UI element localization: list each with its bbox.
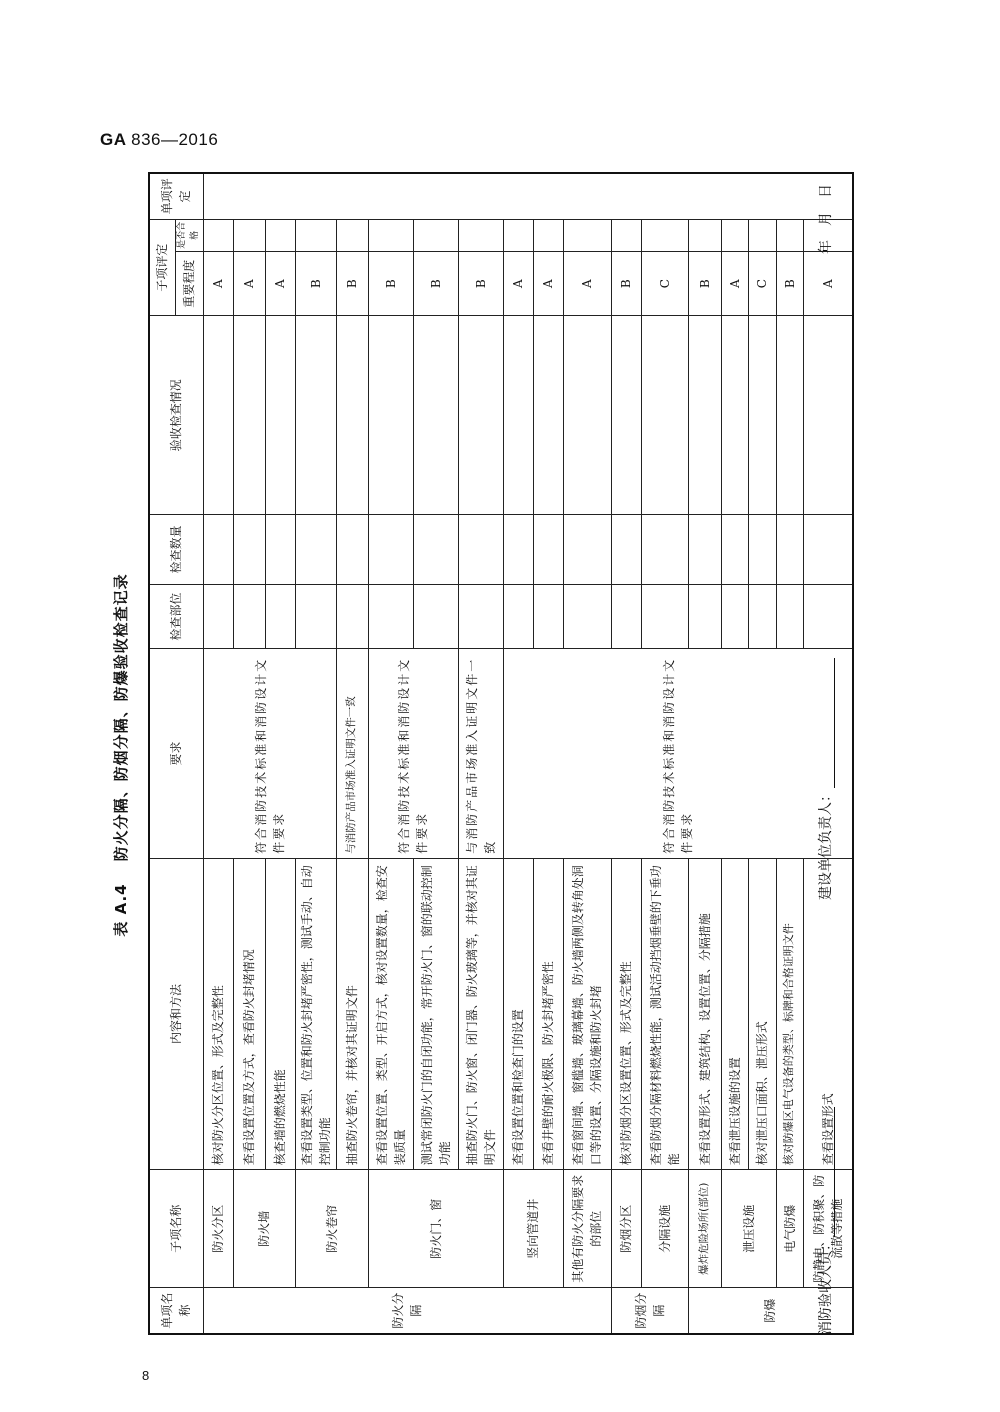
group-name: 防爆 [688,1288,853,1334]
inspector-signature [815,1107,835,1335]
importance-cell: B [368,251,413,315]
owner-signature [815,658,835,900]
inspector-label: 消防验收人员： [818,1237,834,1335]
col-importance: 重要程度 [175,251,203,315]
qualified-cell[interactable] [265,219,295,251]
sub-name: 电气防爆 [776,1170,803,1288]
check-quantity-cell[interactable] [233,515,265,585]
check-location-cell[interactable] [641,584,688,648]
importance-cell: A [203,251,233,315]
check-quantity-cell[interactable] [563,515,611,585]
acceptance-status-cell[interactable] [503,316,533,515]
qualified-cell[interactable] [413,219,458,251]
requirement-cell: 符合消防技术标准和消防设计文件要求 [503,649,853,858]
method-cell: 查看设置位置、类型、开启方式，核对设置数量，检查安装质量 [368,858,413,1169]
date-year: 年 [818,226,834,254]
acceptance-status-cell[interactable] [611,316,641,515]
method-cell: 抽查防火门、防火窗、闭门器、防火玻璃等，并核对其证明文件 [458,858,503,1169]
requirement-cell: 与消防产品市场准入证明文件一致 [458,649,503,858]
col-requirement: 要求 [149,649,203,858]
check-quantity-cell[interactable] [413,515,458,585]
method-cell: 核对防烟分区设置位置、形式及完整性 [611,858,641,1169]
method-cell: 测试常闭防火门的自闭功能，常开防火门、窗的联动控制功能 [413,858,458,1169]
acceptance-status-cell[interactable] [336,316,368,515]
check-quantity-cell[interactable] [368,515,413,585]
sub-name: 防火门、窗 [368,1170,503,1288]
sub-name: 防火墙 [233,1170,295,1288]
sub-name: 分隔设施 [641,1170,688,1288]
method-cell: 核对防爆区电气设备的类型、标牌和合格证明文件 [776,858,803,1169]
table-number: 表 A.4 [112,883,130,937]
qualified-cell[interactable] [503,219,533,251]
table-row [503,173,533,1334]
check-location-cell[interactable] [413,584,458,648]
check-quantity-cell[interactable] [641,515,688,585]
col-qualified: 是否合格 [175,219,203,251]
group-name: 防烟分隔 [611,1288,688,1334]
method-cell: 查看泄压设施的设置 [721,858,748,1169]
qualified-cell[interactable] [688,219,721,251]
check-location-cell[interactable] [368,584,413,648]
sub-name: 泄压设施 [721,1170,776,1288]
method-cell: 核对防火分区位置、形式及完整性 [203,858,233,1169]
importance-cell: B [688,251,721,315]
qualified-cell[interactable] [776,219,803,251]
table-caption [110,140,140,1370]
importance-cell: B [295,251,336,315]
method-cell: 查看设置形式 [803,858,853,1169]
requirement-cell: 与消防产品市场准入证明文件一致 [336,649,368,858]
qualified-cell[interactable] [533,219,563,251]
table-row [203,173,233,1334]
group-name: 防火分隔 [203,1288,611,1334]
sub-name: 防静电、防积聚、防流散等措施 [803,1170,853,1288]
check-quantity-cell[interactable] [203,515,233,585]
qualified-cell[interactable] [295,219,336,251]
date-field [815,170,835,254]
qualified-cell[interactable] [336,219,368,251]
method-cell: 查看设置位置和检查门的设置 [503,858,533,1169]
acceptance-status-cell[interactable] [413,316,458,515]
check-location-cell[interactable] [776,584,803,648]
method-cell: 查看防烟分隔材料燃烧性能，测试活动挡烟垂壁的下垂功能 [641,858,688,1169]
acceptance-status-cell[interactable] [748,316,776,515]
acceptance-status-cell[interactable] [721,316,748,515]
qualified-cell[interactable] [611,219,641,251]
check-location-cell[interactable] [458,584,503,648]
acceptance-status-cell[interactable] [803,316,853,515]
acceptance-status-cell[interactable] [688,316,721,515]
sub-name: 防烟分区 [611,1170,641,1288]
owner-label: 建设单位负责人： [818,788,834,900]
check-location-cell[interactable] [295,584,336,648]
method-cell: 查看设置位置及方式，查看防火封堵情况 [233,858,265,1169]
date-day: 日 [818,170,834,198]
requirement-cell: 符合消防技术标准和消防设计文件要求 [203,649,336,858]
rotated-table-page [110,140,870,1370]
standard-prefix: GA [100,130,126,149]
qualified-cell[interactable] [368,219,413,251]
check-quantity-cell[interactable] [336,515,368,585]
check-quantity-cell[interactable] [265,515,295,585]
acceptance-status-cell[interactable] [458,316,503,515]
owner-signature-line[interactable] [820,658,835,788]
check-location-cell[interactable] [563,584,611,648]
acceptance-status-cell[interactable] [563,316,611,515]
sub-name: 爆炸危险场所(部位) [688,1170,721,1288]
table-row [458,173,503,1334]
qualified-cell[interactable] [641,219,688,251]
acceptance-status-cell[interactable] [533,316,563,515]
importance-cell: B [611,251,641,315]
method-cell: 抽查防火卷帘，并核对其证明文件 [336,858,368,1169]
check-quantity-cell[interactable] [533,515,563,585]
qualified-cell[interactable] [233,219,265,251]
table-row [336,173,368,1334]
check-quantity-cell[interactable] [776,515,803,585]
check-location-cell[interactable] [611,584,641,648]
sub-name: 防火分区 [203,1170,233,1288]
method-cell: 核对泄压口面积、泄压形式 [748,858,776,1169]
acceptance-status-cell[interactable] [265,316,295,515]
check-location-cell[interactable] [336,584,368,648]
col-unit-eval: 单项评定 [149,173,203,219]
date-month: 月 [818,198,834,226]
importance-cell: C [748,251,776,315]
page-number: 8 [142,1368,150,1383]
acceptance-status-cell[interactable] [233,316,265,515]
check-quantity-cell[interactable] [295,515,336,585]
sub-name: 竖向管道井 [503,1170,563,1288]
importance-cell: C [641,251,688,315]
importance-cell: A [803,251,853,315]
unit-eval-cell[interactable] [203,173,853,219]
method-cell: 查看井壁的耐火极限、防火封堵严密性 [533,858,563,1169]
importance-cell: A [233,251,265,315]
importance-cell: A [721,251,748,315]
check-quantity-cell[interactable] [458,515,503,585]
check-location-cell[interactable] [203,584,233,648]
acceptance-status-cell[interactable] [295,316,336,515]
acceptance-status-cell[interactable] [203,316,233,515]
requirement-cell: 符合消防技术标准和消防设计文件要求 [368,649,458,858]
col-check-location: 检查部位 [149,584,203,648]
check-quantity-cell[interactable] [748,515,776,585]
check-location-cell[interactable] [503,584,533,648]
importance-cell: A [265,251,295,315]
qualified-cell[interactable] [458,219,503,251]
qualified-cell[interactable] [748,219,776,251]
col-unit-name: 单项名称 [149,1288,203,1334]
table-title: 防火分隔、防烟分隔、防爆验收检查记录 [112,573,130,862]
check-location-cell[interactable] [233,584,265,648]
acceptance-status-cell[interactable] [368,316,413,515]
table-row [368,173,413,1334]
check-quantity-cell[interactable] [688,515,721,585]
importance-cell: B [336,251,368,315]
importance-cell: A [563,251,611,315]
check-location-cell[interactable] [748,584,776,648]
importance-cell: B [413,251,458,315]
inspector-signature-line[interactable] [820,1107,835,1237]
check-quantity-cell[interactable] [503,515,533,585]
check-quantity-cell[interactable] [721,515,748,585]
check-location-cell[interactable] [803,584,853,648]
standard-number: 836—2016 [131,130,219,149]
method-cell: 查看设置形式、建筑结构、设置位置、分隔措施 [688,858,721,1169]
check-location-cell[interactable] [721,584,748,648]
method-cell: 核查墙的燃烧性能 [265,858,295,1169]
importance-cell: A [533,251,563,315]
method-cell: 查看窗间墙、窗槛墙、玻璃幕墙、防火墙两侧及转角处洞口等的设置、分隔设施和防火封堵 [563,858,611,1169]
importance-cell: B [458,251,503,315]
col-sub-name: 子项名称 [149,1170,203,1288]
method-cell: 查看设置类型、位置和防火封堵严密性，测试手动、自动控制功能 [295,858,336,1169]
check-quantity-cell[interactable] [611,515,641,585]
importance-cell: B [776,251,803,315]
sub-name: 防火卷帘 [295,1170,368,1288]
check-location-cell[interactable] [533,584,563,648]
acceptance-status-cell[interactable] [641,316,688,515]
importance-cell: A [503,251,533,315]
check-location-cell[interactable] [688,584,721,648]
col-check-quantity: 检查数量 [149,515,203,585]
check-location-cell[interactable] [265,584,295,648]
acceptance-record-table [148,172,854,1335]
check-quantity-cell[interactable] [803,515,853,585]
qualified-cell[interactable] [203,219,233,251]
col-content-method: 内容和方法 [149,858,203,1169]
col-sub-eval: 子项评定 [149,219,175,316]
col-acceptance-status: 验收检查情况 [149,316,203,515]
qualified-cell[interactable] [721,219,748,251]
qualified-cell[interactable] [563,219,611,251]
acceptance-status-cell[interactable] [776,316,803,515]
sub-name: 其他有防火分隔要求的部位 [563,1170,611,1288]
